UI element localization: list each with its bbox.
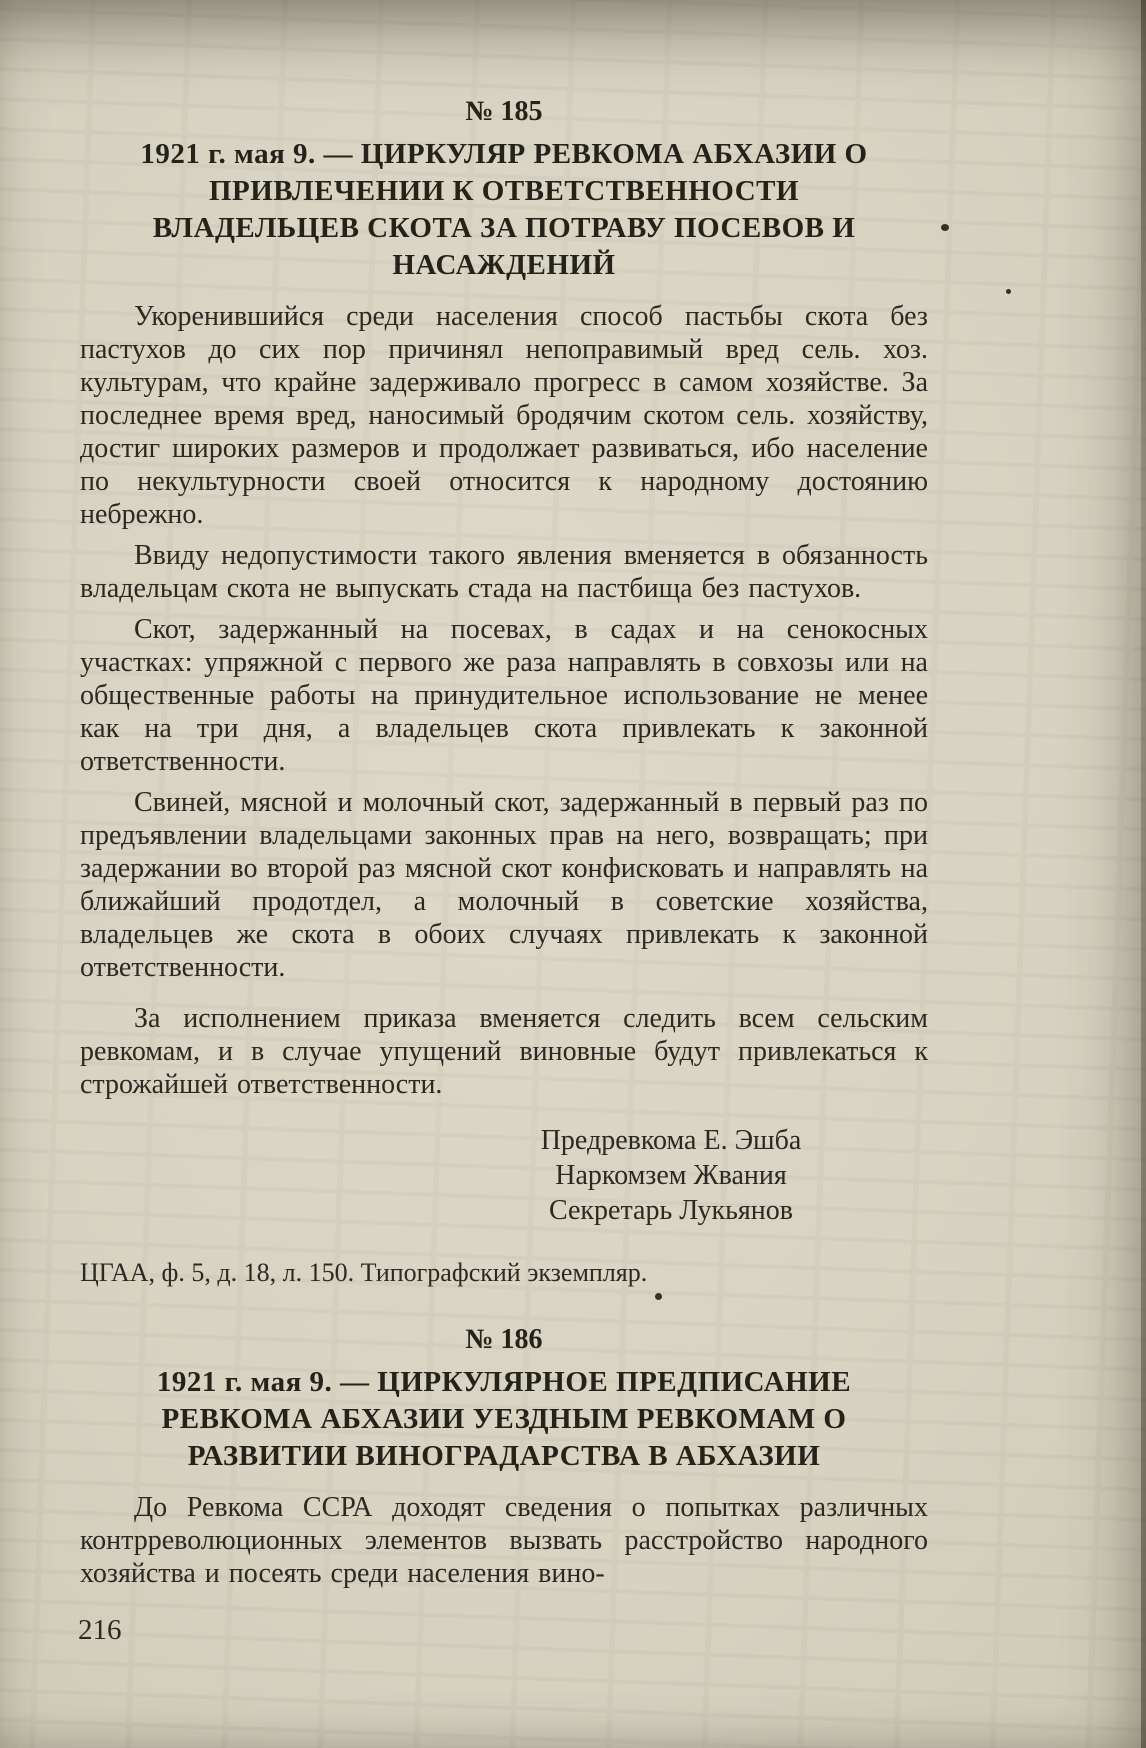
doc-185-paragraph-2: Ввиду недопустимости такого явления вменяется в обязанность владельцам скота не выпускать стада на пастбища без пастухов. <box>80 540 928 604</box>
signature-line-sekretar: Секретарь Лукьянов <box>548 1195 793 1226</box>
document-186 <box>80 1324 928 1590</box>
page-content <box>80 96 928 1590</box>
scan-edge-shadow <box>1141 0 1146 1748</box>
doc-186-paragraph-1: До Ревкома ССРА доходят сведения о попытках различных контрреволюционных элементов вызвать расстройство народного хозяйства и посеять среди населения вино- <box>80 1492 928 1589</box>
archive-reference: ЦГАА, ф. 5, д. 18, л. 150. Типографский экземпляр. <box>80 1258 648 1287</box>
document-185 <box>80 96 928 1288</box>
ink-speck <box>1006 289 1011 294</box>
doc-185-title: 1921 г. мая 9. — ЦИРКУЛЯР РЕВКОМА АБХАЗИИ О ПРИВЛЕЧЕНИИ К ОТВЕТСТВЕННОСТИ ВЛАДЕЛЬЦЕВ СКОТА ЗА ПОТРАВУ ПОСЕВОВ И НАСАЖДЕНИЙ <box>140 138 868 281</box>
signature-line-predrevkoma: Предревкома Е. Эшба <box>540 1125 802 1156</box>
doc-185-paragraph-5: За исполнением приказа вменяется следить всем сельским ревкомам, и в случае упущений виновные будут привлекаться к строжайшей ответственности. <box>80 1003 928 1100</box>
signature-line-narkomzem: Наркомзем Жвания <box>555 1160 787 1191</box>
doc-185-paragraph-4: Свиней, мясной и молочный скот, задержанный в первый раз по предъявлении владельцами законных прав на него, возвращать; при задержании во второй раз мясной скот конфисковать и направлять на ближайший продотдел, а молочный в советские хозяйства, владельцев же скота в обоих случаях привлекать к законной ответственности. <box>80 787 928 983</box>
doc-185-paragraph-3: Скот, задержанный на посевах, в садах и на сенокосных участках: упряжной с первого же раза направлять в совхозы или на общественные работы на принудительное использование не менее как на три дня, а владельцев скота привлекать к законной ответственности. <box>80 614 928 777</box>
doc-185-paragraph-1: Укоренившийся среди населения способ пастьбы скота без пастухов до сих пор причинял непоправимый вред сель. хоз. культурам, что крайне задерживало прогресс в самом хозяйстве. За последнее время вред, наносимый бродячим скотом сель. хозяйству, достиг широких размеров и продолжает развиваться, ибо население по некультурности своей относится к народному достоянию небрежно. <box>80 301 928 530</box>
ink-speck <box>941 224 949 231</box>
doc-186-number: № 186 <box>465 1324 543 1355</box>
signature-block <box>506 1123 836 1228</box>
page-number: 216 <box>78 1614 122 1646</box>
doc-186-title: 1921 г. мая 9. — ЦИРКУЛЯРНОЕ ПРЕДПИСАНИЕ РЕВКОМА АБХАЗИИ УЕЗДНЫМ РЕВКОМАМ О РАЗВИТИИ ВИНОГРАДАРСТВА В АБХАЗИИ <box>156 1366 852 1472</box>
doc-185-number: № 185 <box>465 96 543 127</box>
